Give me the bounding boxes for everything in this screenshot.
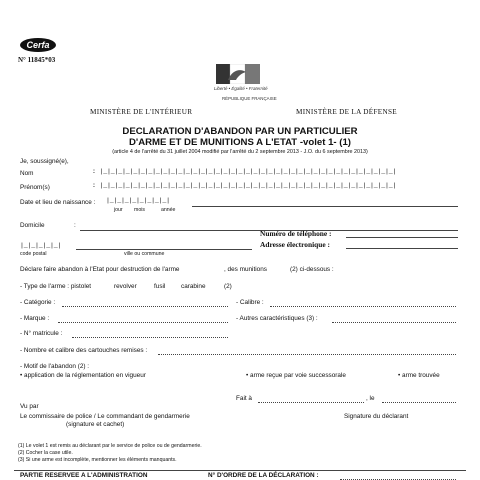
ci-dessous-label: (2) ci-dessous : (290, 266, 334, 273)
categorie-line[interactable] (62, 306, 228, 307)
city-line[interactable] (76, 249, 252, 250)
matricule-label: - N° matricule : (20, 330, 63, 337)
annee-label: année (161, 207, 176, 213)
le-label: , le (366, 395, 375, 402)
signature-declarant-label: Signature du déclarant (344, 413, 409, 420)
ministry-defense: MINISTÈRE DE LA DÉFENSE (296, 108, 397, 116)
type-carabine[interactable]: carabine (181, 283, 206, 290)
intro-label: Je, soussigné(e), (20, 158, 69, 165)
motif-option-trouvee[interactable]: • arme trouvée (398, 372, 440, 379)
postal-code-field[interactable]: |_|_|_|_|_| (20, 242, 62, 249)
ministry-interior: MINISTÈRE DE L'INTÉRIEUR (90, 108, 193, 116)
phone-label: Numéro de téléphone : (260, 229, 332, 238)
birth-label: Date et lieu de naissance : (20, 199, 96, 206)
prenoms-label: Prénom(s) (20, 184, 50, 191)
fait-a-line[interactable] (258, 402, 364, 403)
form-title-line2: D'ARME ET DE MUNITIONS A L'ETAT -volet 1- (1) (128, 137, 352, 148)
type-label: - Type de l'arme : pistolet (20, 283, 92, 290)
calibre-label: - Calibre : (236, 299, 264, 306)
footnote-3: (3) Si une arme est incomplète, mentionner les éléments manquants. (18, 457, 177, 463)
marianne-logo (216, 64, 260, 84)
prenoms-field[interactable]: : |_|_|_|_|_|_|_|_|_|_|_|_|_|_|_|_|_|_|_|_|_|_|_|_|_|_|_|_|_|_|_|_|_|_|_|_|_|_|_| (92, 182, 397, 189)
email-label: Adresse électronique : (260, 240, 330, 249)
republic-name: RÉPUBLIQUE FRANÇAISE (222, 96, 277, 101)
form-title-line1: DECLARATION D'ABANDON PAR UN PARTICULIER (122, 126, 358, 137)
marque-label: - Marque : (20, 315, 50, 322)
footer-divider (14, 470, 466, 471)
order-number-label: N° D'ORDRE DE LA DÉCLARATION : (208, 472, 319, 479)
postal-code-caption: code postal (20, 251, 47, 257)
commissaire-label: Le commissaire de police / Le commandant de gendarmerie (20, 413, 190, 420)
declaration-text: Déclare faire abandon à l'Etat pour destruction de l'arme (20, 266, 180, 273)
form-subtitle: (article 4 de l'arrêté du 31 juillet 2004 modifié par l'arrêté du 2 septembre 2013 - J.O. du 6 septembre 2013) (112, 149, 368, 155)
type-note: (2) (224, 283, 232, 290)
autres-label: - Autres caractéristiques (3) : (236, 315, 318, 322)
munitions-label: , des munitions (224, 266, 267, 273)
motif-label: - Motif de l'abandon (2) : (20, 363, 90, 370)
cerfa-logo: Cerfa (20, 38, 56, 52)
phone-line[interactable] (346, 237, 458, 238)
cerfa-number: N° 11845*03 (18, 56, 56, 64)
footnote-1: (1) Le volet 1 est remis au déclarant par le service de police ou de gendarmerie. (18, 443, 202, 449)
admin-section-label: PARTIE RESERVEE A L'ADMINISTRATION (20, 472, 148, 479)
date-line[interactable] (382, 402, 456, 403)
motif-option-reglementation[interactable]: • application de la réglementation en vigueur (20, 372, 146, 379)
nom-field[interactable]: : |_|_|_|_|_|_|_|_|_|_|_|_|_|_|_|_|_|_|_|_|_|_|_|_|_|_|_|_|_|_|_|_|_|_|_|_|_|_|_| (92, 168, 397, 175)
birth-date-field[interactable]: |_|_|_|_|_|_|_|_| (106, 197, 170, 204)
mois-label: mois (134, 207, 145, 213)
cartouches-line[interactable] (158, 354, 456, 355)
categorie-label: - Catégorie : (20, 299, 56, 306)
type-fusil[interactable]: fusil (154, 283, 166, 290)
vu-par-label: Vu par (20, 403, 39, 410)
matricule-line[interactable] (72, 337, 228, 338)
cartouches-label: - Nombre et calibre des cartouches remises : (20, 347, 148, 354)
type-revolver[interactable]: revolver (114, 283, 137, 290)
signature-cachet-label: (signature et cachet) (66, 421, 125, 428)
republic-motto: Liberté • Égalité • Fraternité (214, 86, 268, 91)
jour-label: jour (114, 207, 123, 213)
fait-a-label: Fait à (236, 395, 252, 402)
city-caption: ville ou commune (124, 251, 165, 257)
motif-option-succession[interactable]: • arme reçue par voie successorale (246, 372, 346, 379)
autres-line[interactable] (332, 322, 456, 323)
calibre-line[interactable] (270, 306, 456, 307)
email-line[interactable] (346, 248, 458, 249)
marque-line[interactable] (58, 322, 228, 323)
footnote-2: (2) Cocher la case utile. (18, 450, 73, 456)
birth-place-line[interactable] (192, 206, 458, 207)
domicile-label: Domicile (20, 222, 45, 229)
nom-label: Nom (20, 170, 34, 177)
